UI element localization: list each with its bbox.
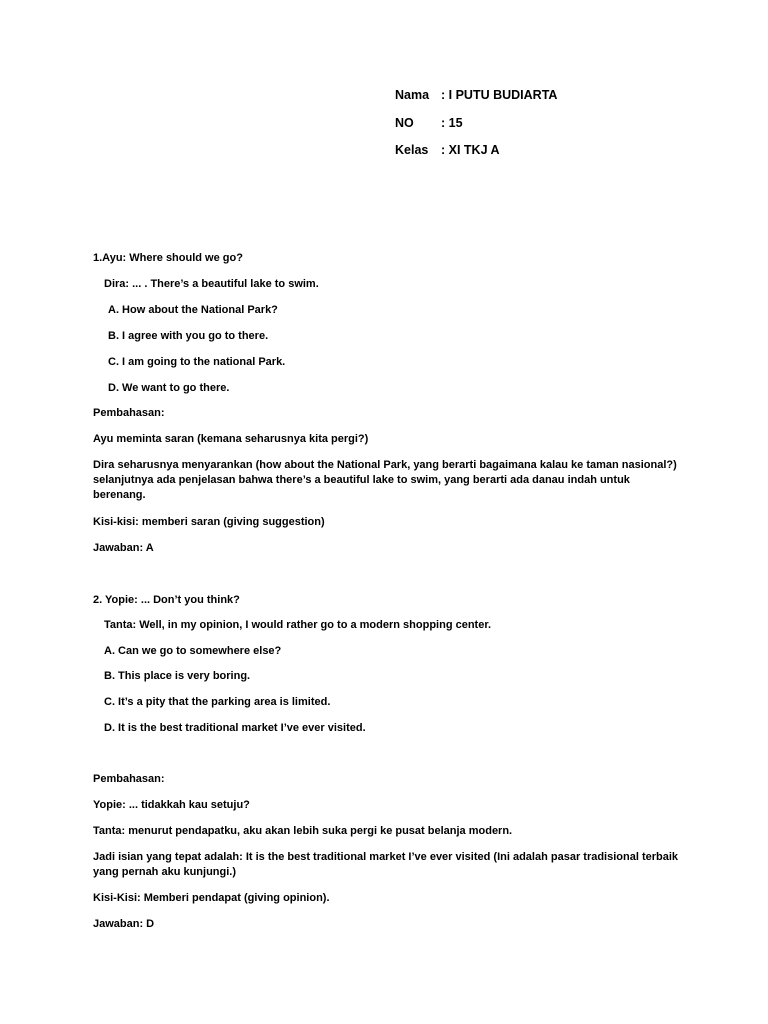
q1-question: 1.Ayu: Where should we go? (93, 252, 243, 264)
q1-response: Dira: ... . There’s a beautiful lake to swim. (104, 278, 319, 290)
q1-option-c: C. I am going to the national Park. (108, 356, 286, 368)
q1-explanation-1: Ayu meminta saran (kemana seharusnya kita pergi?) (93, 433, 369, 445)
q1-option-a: A. How about the National Park? (108, 304, 278, 316)
q2-response: Tanta: Well, in my opinion, I would rather go to a modern shopping center. (104, 619, 492, 631)
q2-option-d: D. It is the best traditional market I’ve ever visited. (104, 722, 366, 734)
q1-answer: Jawaban: A (93, 542, 154, 554)
q2-explanation-1: Yopie: ... tidakkah kau setuju? (93, 799, 250, 811)
q2-explanation-3: Jadi isian yang tepat adalah: It is the best traditional market I’ve ever visited (Ini adalah pasar tradisional terbaik yang pernah aku kunjungi.) (93, 851, 679, 878)
q1-option-b: B. I agree with you go to there. (108, 330, 269, 342)
q1-pembahasan-label: Pembahasan: (93, 407, 165, 419)
no-value: : 15 (441, 116, 463, 130)
nama-label: Nama (395, 88, 430, 102)
q2-option-a: A. Can we go to somewhere else? (104, 645, 282, 657)
q1-kisi: Kisi-kisi: memberi saran (giving suggestion) (93, 516, 325, 528)
q2-pembahasan-label: Pembahasan: (93, 773, 165, 785)
q2-kisi: Kisi-Kisi: Memberi pendapat (giving opinion). (93, 892, 330, 904)
kelas-value: : XI TKJ A (441, 143, 500, 157)
q2-question: 2. Yopie: ... Don’t you think? (93, 594, 240, 606)
q2-explanation-2: Tanta: menurut pendapatku, aku akan lebih suka pergi ke pusat belanja modern. (93, 825, 513, 837)
no-label: NO (395, 116, 414, 130)
nama-value: : I PUTU BUDIARTA (441, 88, 558, 102)
q2-answer: Jawaban: D (93, 918, 155, 930)
q1-explanation-2: Dira seharusnya menyarankan (how about the National Park, yang berarti bagaimana kalau ke taman nasional?) selanjutnya ada penjelasan bahwa there’s a beautiful lake to swim, yang berarti ada danau indah untuk berenang. (93, 459, 677, 501)
kelas-label: Kelas (395, 143, 429, 157)
q1-option-d: D. We want to go there. (108, 382, 230, 394)
q2-option-c: C. It’s a pity that the parking area is limited. (104, 696, 331, 708)
q2-option-b: B. This place is very boring. (104, 670, 251, 682)
